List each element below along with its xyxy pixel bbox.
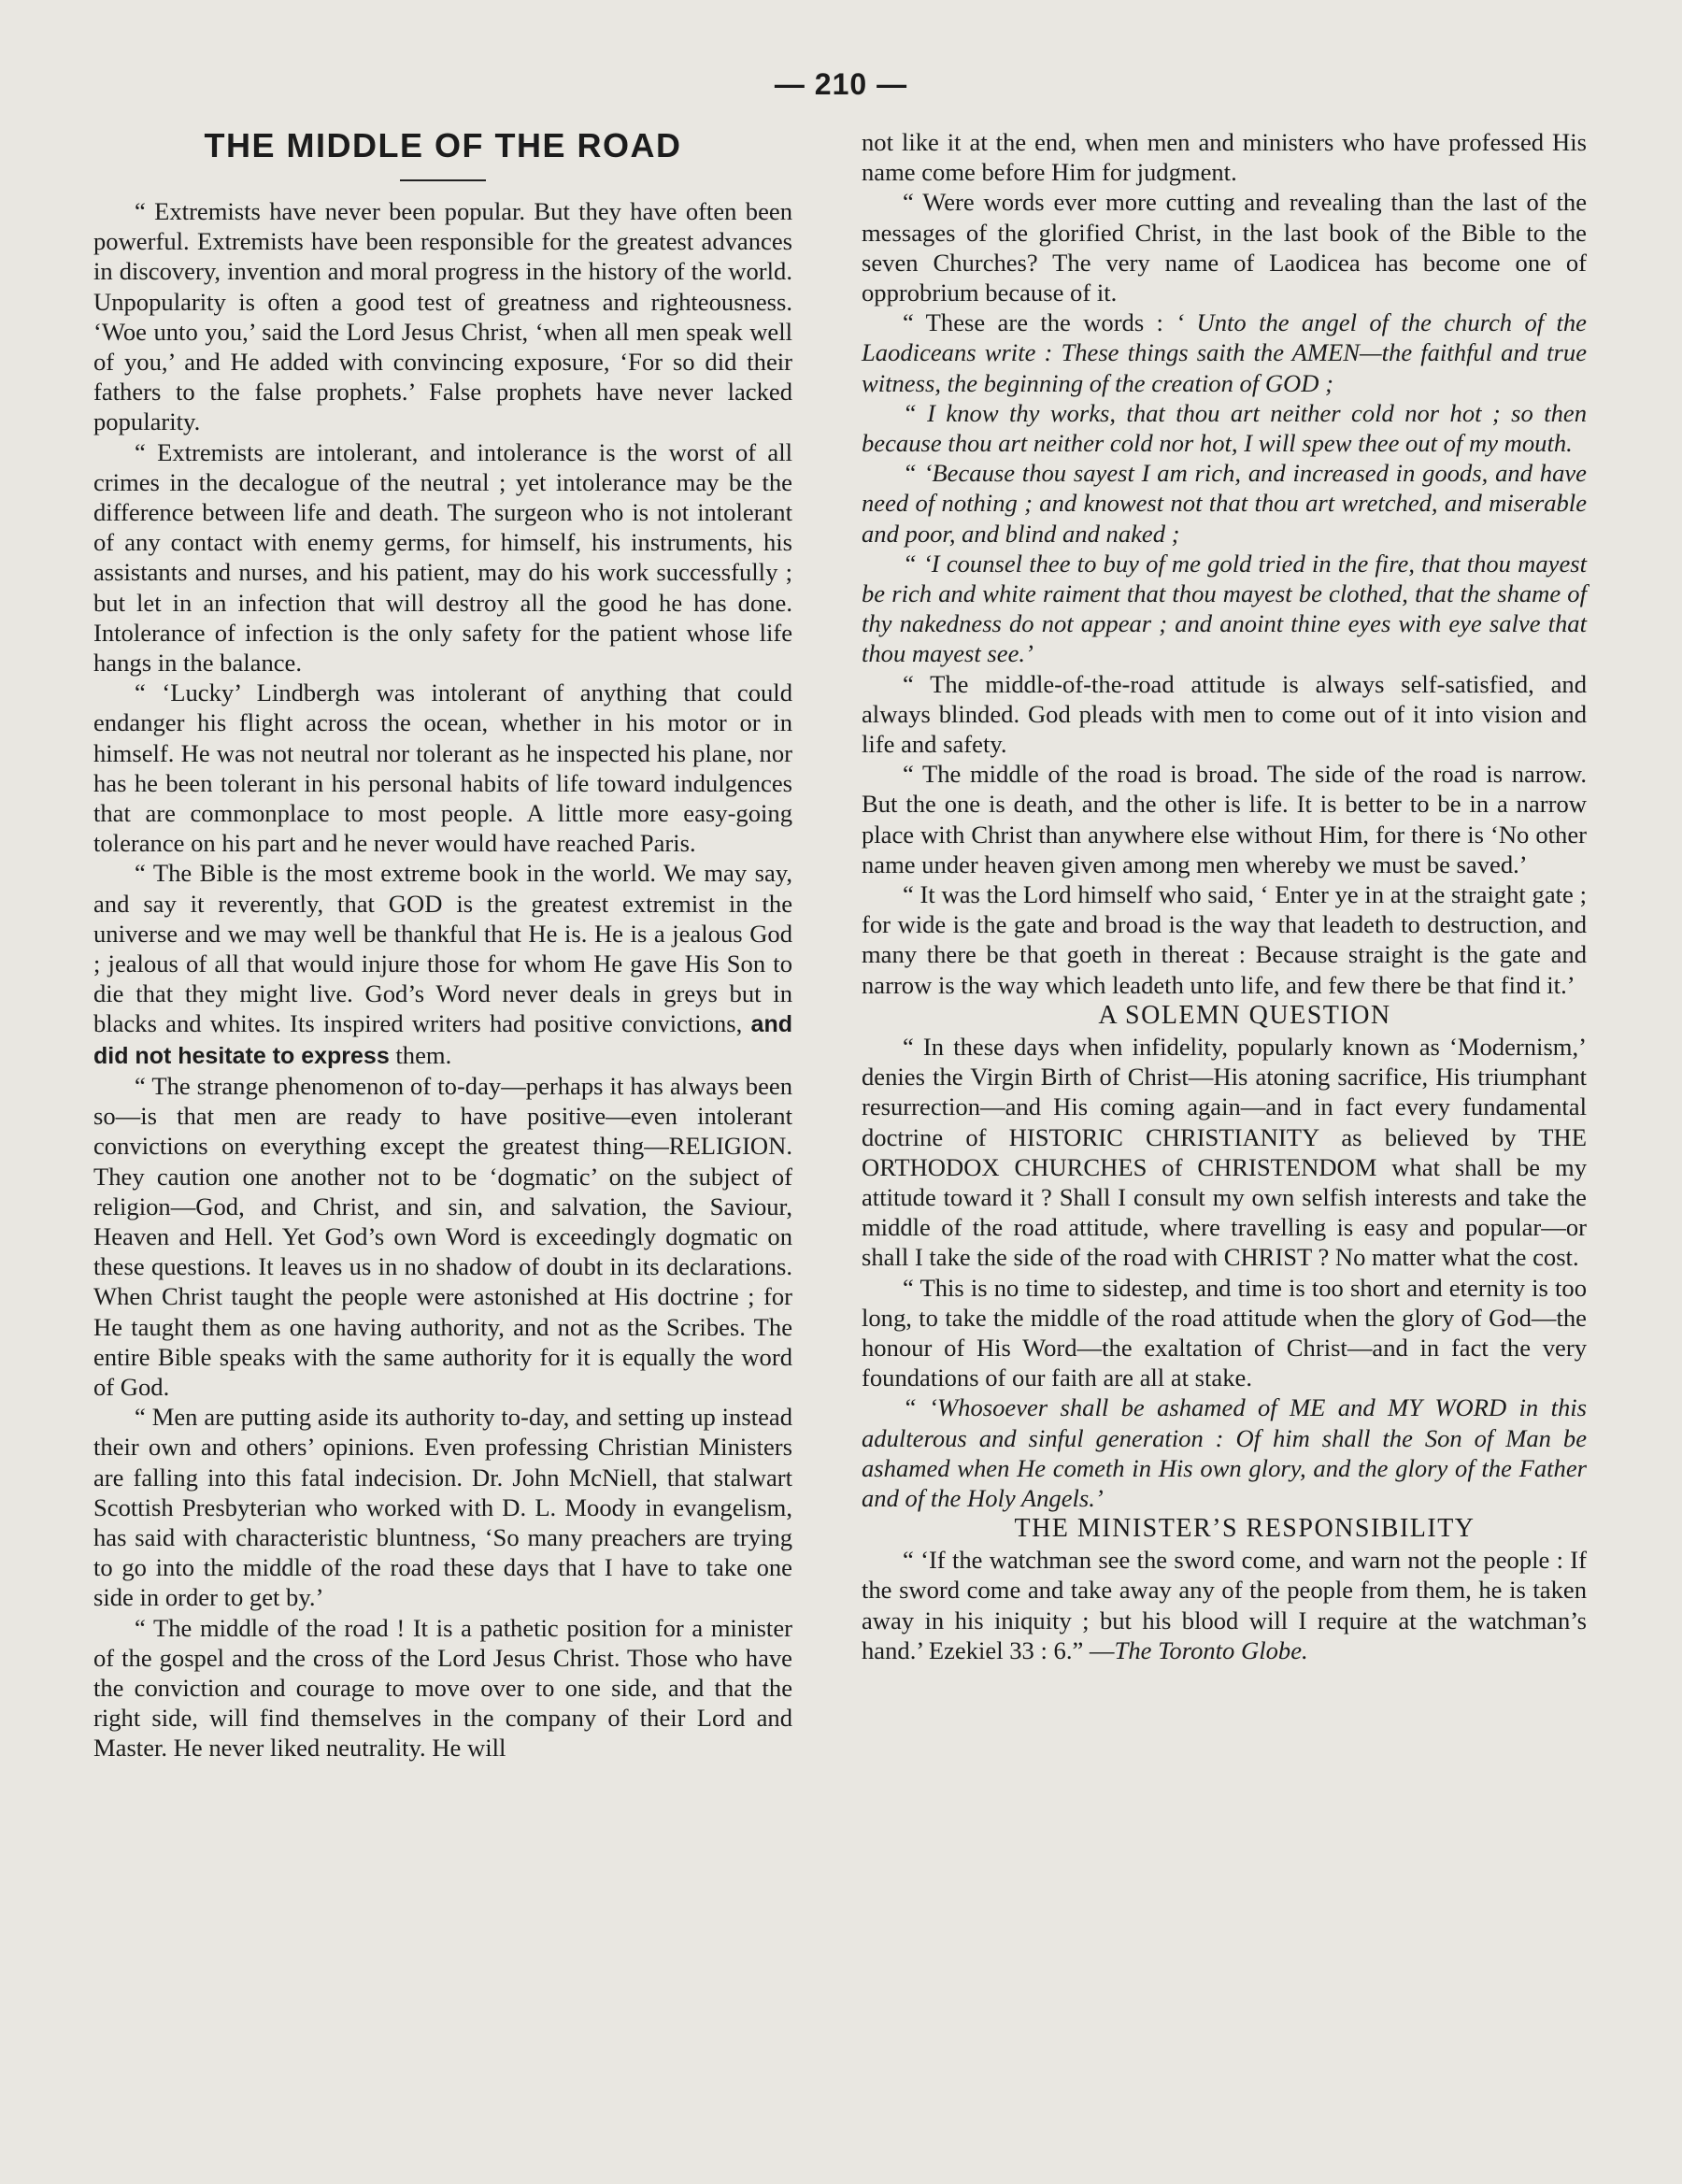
article-title: THE MIDDLE OF THE ROAD [204, 126, 682, 164]
paragraph: “ Extremists are intolerant, and intolerance is the worst of all crimes in the decalogue of the neutral ; yet intolerance may be the difference between life and death. The surgeon who is not intolerant of any contact with enemy germs, for himself, his instruments, his assistants and nurses, and his patient, may do his work successfully ; but let in an infection that will destroy all the good he has done. Intolerance of infection is the only safety for the patient whose life hangs in the balance. [93, 437, 792, 678]
paragraph [862, 1545, 1587, 1665]
paragraph: “ The middle of the road is broad. The side of the road is narrow. But the one is death, and the other is life. It is better to be in a narrow place with Christ than anywhere else without Him, for there is ‘No other name under heaven given among men whereby we must be saved.’ [862, 760, 1587, 878]
bold-emphasis: and did not hesitate to express [93, 1011, 792, 1069]
paragraph [862, 1392, 1587, 1513]
right-column [862, 127, 1587, 1665]
paragraph-text: “ These are the words : [903, 308, 1163, 337]
paragraph-text: them. [395, 1040, 452, 1069]
scripture-quote: ‘ Unto the angel of the church of the Laodiceans write : These things saith the AMEN—the faithful and true witness, the beginning of the creation of GOD ; [862, 308, 1587, 397]
paragraph: “ The middle of the road ! It is a pathetic position for a minister of the gospel and the cross of the Lord Jesus Christ. Those who have the conviction and courage to move over to one side, and that the right side, will find themselves in the company of their Lord and Master. He never liked neutrality. He will [93, 1613, 792, 1763]
section-heading: THE MINISTER’S RESPONSIBILITY [1014, 1514, 1475, 1544]
paragraph [862, 458, 1587, 549]
scripture-quote: “ I know thy works, that thou art neither cold nor hot ; so then because thou art neither cold nor hot, I will spew thee out of my mouth. [862, 398, 1587, 458]
paragraph: not like it at the end, when men and ministers who have professed His name come before Him for judgment. [862, 128, 1587, 187]
paragraph: “ In these days when infidelity, popularly known as ‘Modernism,’ denies the Virgin Birth of Christ—His atoning sacrifice, His triumphant resurrection—and His coming again—and in fact every fundamental doctrine of HISTORIC CHRISTIANITY as believed by THE ORTHODOX CHURCHES of CHRISTENDOM what shall be my attitude toward it ? Shall I consult my own selfish interests and take the middle of the road attitude, where travelling is easy and popular—or shall I take the side of the road with CHRIST ? No matter what the cost. [862, 1032, 1587, 1272]
paragraph-text: “ The Bible is the most extreme book in the world. We may say, and say it reverently, that GOD is the greatest extremist in the universe and we may well be thankful that He is. He is a jealous God ; jealous of all that would injure those for whom He gave His Son to die that they might live. God’s Word never deals in greys but in blacks and whites. Its inspired writers had positive convictions, [93, 859, 792, 1038]
page-number: — 210 — [774, 67, 908, 101]
source-citation: The Toronto Globe. [1114, 1635, 1308, 1664]
paragraph-text: “ ‘If the watchman see the sword come, and warn not the people : If the sword come and take away any of the people from them, he is taken away in his iniquity ; but his blood will I require at the watchman’s hand.’ Ezekiel 33 : 6.” — [862, 1546, 1587, 1664]
title-rule [400, 179, 486, 181]
paragraph [862, 307, 1587, 398]
left-column [93, 123, 792, 1763]
paragraph: “ Were words ever more cutting and revealing than the last of the messages of the glorified Christ, in the last book of the Bible to the seven Churches? The very name of Laodicea has become one of opprobrium because of it. [862, 188, 1587, 307]
scripture-quote: “ ‘I counsel thee to buy of me gold tried in the fire, that thou mayest be rich and white raiment that thou mayest be clothed, that the shame of thy nakedness do not appear ; and anoint thine eyes with eye salve that thou mayest see.’ [862, 549, 1587, 668]
section-heading: A SOLEMN QUESTION [1098, 1000, 1391, 1030]
paragraph: “ Men are putting aside its authority to-day, and setting up instead their own and others’ opinions. Even professing Christian Ministers are falling into this fatal indecision. Dr. John McNiell, that stalwart Scottish Presbyterian who worked with D. L. Moody in evangelism, has said with characteristic bluntness, ‘So many preachers are trying to go into the middle of the road these days that I have to take one side in order to get by.’ [93, 1403, 792, 1612]
scripture-quote: “ ‘Because thou sayest I am rich, and increased in goods, and have need of nothing ; and knowest not that thou art wretched, and miserable and poor, and blind and naked ; [862, 459, 1587, 548]
paragraph: “ This is no time to sidestep, and time is too short and eternity is too long, to take the middle of the road attitude when the glory of God—the honour of His Word—the exaltation of Christ—and in fact the very foundations of our faith are all at stake. [862, 1273, 1587, 1392]
paragraph [862, 549, 1587, 669]
paragraph [862, 398, 1587, 458]
paragraph: “ The middle-of-the-road attitude is always self-satisfied, and always blinded. God pleads with men to come out of it into vision and life and safety. [862, 669, 1587, 759]
paragraph [93, 858, 792, 1070]
paragraph: “ The strange phenomenon of to-day—perhaps it has always been so—is that men are ready to have positive—even intolerant convictions on everything except the greatest thing—RELIGION. They caution one another not to be ‘dogmatic’ on the subject of religion—God, and Christ, and sin, and salvation, the Saviour, Heaven and Hell. Yet God’s own Word is exceedingly dogmatic on these questions. It leaves us in no shadow of doubt in its declarations. When Christ taught the people were astonished at His doctrine ; for He taught them as one having authority, and not as the Scribes. The entire Bible speaks with the same authority for it is equally the word of God. [93, 1071, 792, 1401]
paragraph: “ Extremists have never been popular. But they have often been powerful. Extremists have been responsible for the greatest advances in discovery, invention and moral progress in the history of the world. Unpopularity is often a good test of greatness and righteousness. ‘Woe unto you,’ said the Lord Jesus Christ, ‘when all men speak well of you,’ and He added with convincing exposure, ‘For so did their fathers to the false prophets.’ False prophets have never lacked popularity. [93, 197, 792, 436]
paragraph: “ It was the Lord himself who said, ‘ Enter ye in at the straight gate ; for wide is the gate and broad is the way that leadeth to destruction, and many there be that goeth in thereat : Because straight is the gate and narrow is the way which leadeth unto life, and few there be that find it.’ [862, 880, 1587, 999]
paragraph: “ ‘Lucky’ Lindbergh was intolerant of anything that could endanger his flight across the ocean, whether in his motor or in himself. He was not neutral nor tolerant as he inspected his plane, nor has he been tolerant in his personal habits of life toward indulgences that are commonplace to most people. A little more easy-going tolerance on his part and he never would have reached Paris. [93, 678, 792, 858]
scripture-quote: “ ‘Whosoever shall be ashamed of ME and MY WORD in this adulterous and sinful generation : Of him shall the Son of Man be ashamed when He cometh in His own glory, and the glory of the Father and of the Holy Angels.’ [862, 1393, 1587, 1512]
